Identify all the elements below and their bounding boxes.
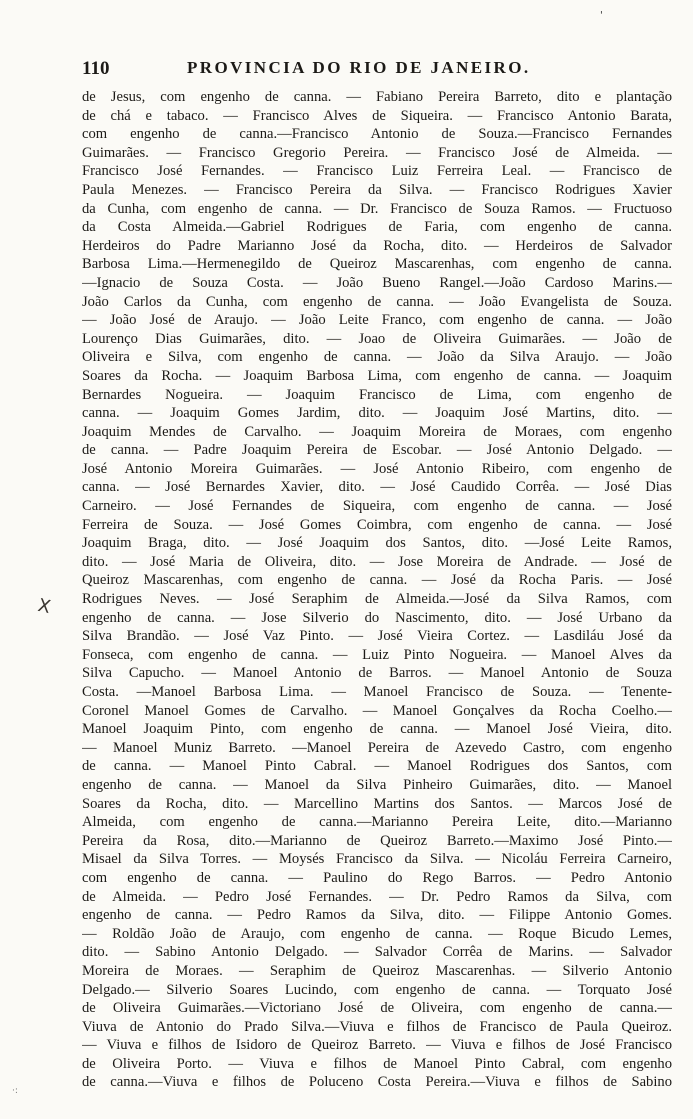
ink-speck: ·: [12,1086,18,1096]
page-number: 110 [82,58,110,79]
text-line: Soares da Rocha, dito. — Marcellino Martins dos Santos. — Marcos José de [82,795,672,812]
text-line: de canna. — Manoel Pinto Cabral. — Manoel Rodrigues dos Santos, com [82,758,672,775]
text-line: com engenho de canna.—Francisco Antonio de Souza.—Francisco Fernandes [82,126,672,143]
text-line: Oliveira e Silva, com engenho de canna. — João da Silva Araujo. — João [82,349,672,366]
ink-speck: ' [600,10,603,21]
text-line: Ferreira de Souza. — José Gomes Coimbra, com engenho de canna. — José [82,516,672,533]
text-line: José Antonio Moreira Guimarães. — José Antonio Ribeiro, com engenho de [82,460,672,477]
text-line: engenho de canna. — Pedro Ramos da Silva, dito. — Filippe Antonio Gomes. [82,907,672,924]
text-line: de Oliveira Porto. — Viuva e filhos de Manoel Pinto Cabral, com engenho [82,1055,672,1072]
text-line: Francisco José Fernandes. — Francisco Luiz Ferreira Leal. — Francisco de [82,163,672,180]
text-line: Delgado.— Silverio Soares Lucindo, com engenho de canna. — Torquato José [82,981,672,998]
text-line: canna. — José Bernardes Xavier, dito. — José Caudido Corrêa. — José Dias [82,479,672,496]
text-line: Soares da Rocha. — Joaquim Barbosa Lima, com engenho de canna. — Joaquim [82,367,672,384]
text-line: Queiroz Mascarenhas, com engenho de canna. — José da Rocha Paris. — José [82,572,672,589]
text-line: — Roldão João de Araujo, com engenho de canna. — Roque Bicudo Lemes, [82,925,672,942]
text-line: de chá e tabaco. — Francisco Alves de Siqueira. — Francisco Antonio Barata, [82,107,672,124]
text-line: Joaquim Braga, dito. — José Joaquim dos Santos, dito. —José Leite Ramos, [82,535,672,552]
margin-annotation-mark: X [35,594,53,619]
text-line: —Ignacio de Souza Costa. — João Bueno Rangel.—João Cardoso Marins.— [82,274,672,291]
text-line: da Cunha, com engenho de canna. — Dr. Francisco de Souza Ramos. — Fructuoso [82,200,672,217]
text-line: Manoel Joaquim Pinto, com engenho de canna. — Manoel José Vieira, dito. [82,721,672,738]
text-line: Rodrigues Neves. — José Seraphim de Almeida.—José da Silva Ramos, com [82,591,672,608]
text-line: — Manoel Muniz Barreto. —Manoel Pereira de Azevedo Castro, com engenho [82,739,672,756]
text-line: — João José de Araujo. — João Leite Franco, com engenho de canna. — João [82,312,672,329]
text-line: dito. — Sabino Antonio Delgado. — Salvador Corrêa de Marins. — Salvador [82,944,672,961]
text-line: Paula Menezes. — Francisco Pereira da Silva. — Francisco Rodrigues Xavier [82,181,672,198]
text-line: Silva Brandão. — José Vaz Pinto. — José Vieira Cortez. — Lasdiláu José da [82,628,672,645]
text-line: Lourenço Dias Guimarães, dito. — Joao de Oliveira Guimarães. — João de [82,330,672,347]
text-line: Silva Capucho. — Manoel Antonio de Barros. — Manoel Antonio de Souza [82,665,672,682]
text-line: de canna.—Viuva e filhos de Poluceno Costa Pereira.—Viuva e filhos de Sabino [82,1074,672,1091]
text-line: Viuva de Antonio do Prado Silva.—Viuva e filhos de Francisco de Paula Queiroz. [82,1018,672,1035]
text-line: Coronel Manoel Gomes de Carvalho. — Manoel Gonçalves da Rocha Coelho.— [82,702,672,719]
page-header [82,58,672,84]
text-line: Carneiro. — José Fernandes de Siqueira, com engenho de canna. — José [82,498,672,515]
text-line: da Costa Almeida.—Gabriel Rodrigues de Faria, com engenho de canna. [82,219,672,236]
body-text [82,88,672,1092]
text-line: João Carlos da Cunha, com engenho de canna. — João Evangelista de Souza. [82,293,672,310]
text-line: Costa. —Manoel Barbosa Lima. — Manoel Francisco de Souza. — Tenente- [82,684,672,700]
text-line: — Viuva e filhos de Isidoro de Queiroz Barreto. — Viuva e filhos de José Francisco [82,1037,672,1054]
text-line: engenho de canna. — Jose Silverio do Nascimento, dito. — José Urbano da [82,609,672,626]
text-line: Bernardes Nogueira. — Joaquim Francisco de Lima, com engenho de [82,386,672,403]
text-line: dito. — José Maria de Oliveira, dito. — Jose Moreira de Andrade. — José de [82,553,672,570]
text-line: Almeida, com engenho de canna.—Marianno Pereira Leite, dito.—Marianno [82,814,672,831]
text-line: de Jesus, com engenho de canna. — Fabiano Pereira Barreto, dito e plantação [82,89,672,105]
text-line: de Oliveira Guimarães.—Victoriano José de Oliveira, com engenho de canna.— [82,1000,672,1017]
text-line: canna. — Joaquim Gomes Jardim, dito. — Joaquim José Martins, dito. — [82,405,672,422]
text-line: Barbosa Lima.—Hermenegildo de Queiroz Mascarenhas, com engenho de canna. [82,256,672,273]
text-line: Pereira da Rosa, dito.—Marianno de Queiroz Barreto.—Maximo José Pinto.— [82,832,672,849]
text-line: Misael da Silva Torres. — Moysés Francisco da Silva. — Nicoláu Ferreira Carneiro, [82,851,672,868]
text-line: Moreira de Moraes. — Seraphim de Queiroz Mascarenhas. — Silverio Antonio [82,962,672,979]
text-line: Guimarães. — Francisco Gregorio Pereira. — Francisco José de Almeida. — [82,144,672,161]
text-line: de Almeida. — Pedro José Fernandes. — Dr. Pedro Ramos da Silva, com [82,888,672,905]
text-line: com engenho de canna. — Paulino do Rego Barros. — Pedro Antonio [82,869,672,886]
text-line: Joaquim Mendes de Carvalho. — Joaquim Moreira de Moraes, com engenho [82,423,672,440]
text-line: engenho de canna. — Manoel da Silva Pinheiro Guimarães, dito. — Manoel [82,776,672,793]
text-line: de canna. — Padre Joaquim Pereira de Escobar. — José Antonio Delgado. — [82,442,672,459]
text-line: Herdeiros do Padre Marianno José da Rocha, dito. — Herdeiros de Salvador [82,237,672,254]
running-title: PROVINCIA DO RIO DE JANEIRO. [187,58,531,77]
text-line: Fonseca, com engenho de canna. — Luiz Pinto Nogueira. — Manoel Alves da [82,646,672,663]
